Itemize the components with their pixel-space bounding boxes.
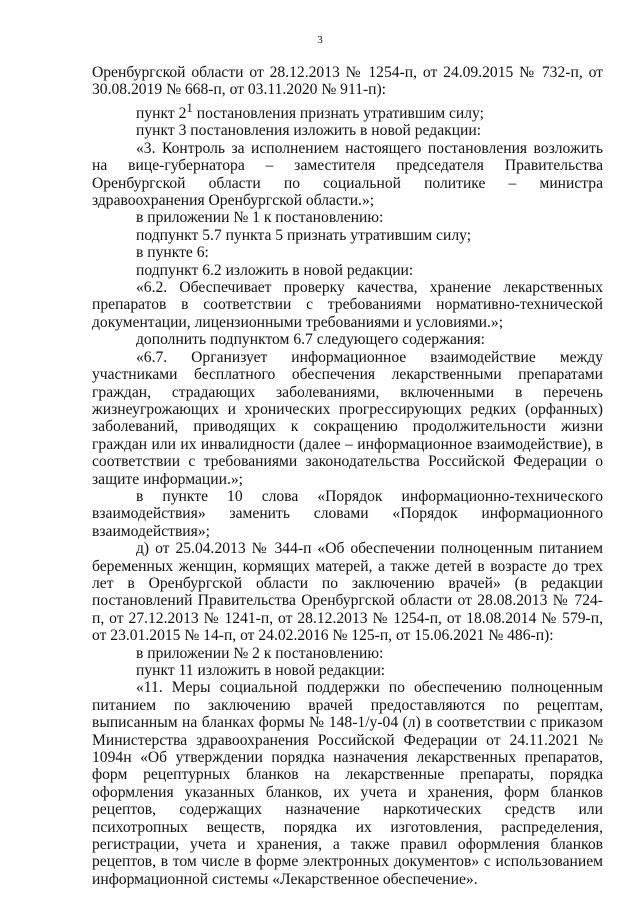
paragraph-3: пункт 3 постановления изложить в новой редакции: — [136, 122, 482, 140]
paragraph-14: в приложении № 2 к постановлению: — [136, 644, 384, 662]
paragraph-12: в пункте 10 слова «Порядок информационно-технического взаимодействия» заменить словами «Порядок информационного взаимодействия»; — [92, 487, 603, 540]
paragraph-6: подпункт 5.7 пункта 5 признать утратившим силу; — [136, 226, 472, 244]
paragraph-8: подпункт 6.2 изложить в новой редакции: — [136, 261, 414, 279]
paragraph-4: «3. Контроль за исполнением настоящего постановления возложить на вице-губернатора – заместителя председателя Правительства Оренбургской области по социальной политике – министра здравоохранения Оренбургской области.»; — [92, 139, 603, 210]
document-body — [92, 64, 603, 888]
paragraph-9: «6.2. Обеспечивает проверку качества, хранение лекарственных препаратов в соответствии с требованиями нормативно-технической документации, лицензионными требованиями и условиями.»; — [92, 279, 603, 331]
paragraph-13: д) от 25.04.2013 № 344-п «Об обеспечении полноценным питанием беременных женщин, кормящих матерей, а также детей в возрасте до трех лет в Оренбургской области по заключению врачей» (в редакции постановлений Правительства Оренбургской области от 28.08.2013 № 724-п, от 27.12.2013 № 1241-п, от 28.12.2013 № 1254-п, от 18.08.2014 № 579-п, от 23.01.2015 № 14-п, от 24.02.2016 № 125-п, от 15.06.2021 № 486-п): — [92, 540, 603, 645]
paragraph-16: «11. Меры социальной поддержки по обеспечению полноценным питанием по заключению врачей предоставляются по рецептам, выписанным на бланках формы № 148-1/у-04 (л) в соответствии с приказом Министерства здравоохранения Российской Федерации от 24.11.2021 № 1094н «Об утверждении порядка назначения лекарственных препаратов, форм рецептурных бланков на лекарственные препараты, порядка оформления указанных бланков, их учета и хранения, форм бланков рецептов, содержащих назначение наркотических средств или психотропных веществ, порядка их изготовления, распределения, регистрации, учета и хранения, а также правил оформления бланков рецептов, в том числе в форме электронных документов» с использованием информационной системы «Лекарственное обеспечение». — [92, 679, 603, 888]
paragraph-2-end: постановления признать утратившим силу; — [192, 105, 484, 122]
paragraph-11: «6.7. Организует информационное взаимодействие между участниками бесплатного обеспечения лекарственными препаратами граждан, страдающих заболеваниями, включенными в перечень жизнеугрожающих и хронических прогрессирующих редких (орфанных) заболеваний, приводящих к сокращению продолжительности жизни граждан или их инвалидности (далее – информационное взаимодействие), в соответствии с требованиями законодательства Российской Федерации о защите информации.»; — [92, 348, 603, 488]
paragraph-1: Оренбургской области от 28.12.2013 № 1254-п, от 24.09.2015 № 732-п, от 30.08.2019 № 668-п, от 03.11.2020 № 911-п): — [92, 64, 603, 99]
superscript-1: 1 — [186, 99, 193, 115]
paragraph-15: пункт 11 изложить в новой редакции: — [136, 662, 386, 679]
paragraph-7: в пункте 6: — [136, 244, 209, 262]
paragraph-5: в приложении № 1 к постановлению: — [136, 209, 384, 227]
page-number: 3 — [317, 34, 323, 46]
paragraph-2 — [92, 99, 603, 123]
paragraph-2-start: пункт 2 — [136, 105, 187, 122]
paragraph-10: дополнить подпунктом 6.7 следующего содержания: — [136, 331, 485, 349]
